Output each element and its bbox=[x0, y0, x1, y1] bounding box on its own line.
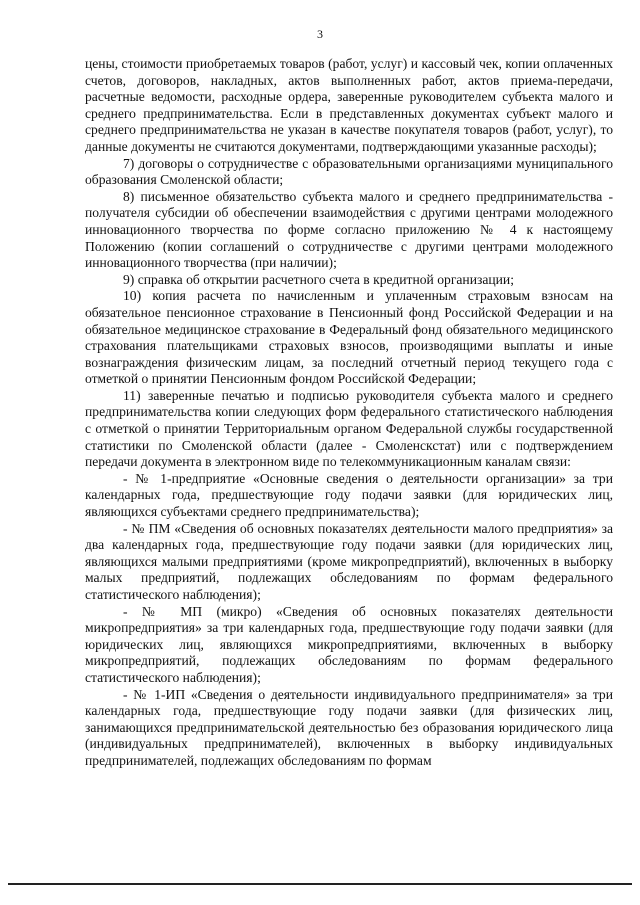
document-body bbox=[85, 56, 613, 770]
paragraph-prices-continuation: цены, стоимости приобретаемых товаров (работ, услуг) и кассовый чек, копии оплаченных счетов, договоров, накладных, актов выполненных работ, актов приема-передачи, расчетные ведомости, расходные ордера, заверенные руководителем субъекта малого и среднего предпринимательства. Если в представленных документах субъект малого и среднего предпринимательства не указан в качестве покупателя товаров (работ, услуг), то данные документы не считаются документами, подтверждающими указанные расходы); bbox=[85, 56, 613, 154]
page-number: 3 bbox=[317, 27, 323, 41]
paragraph-form-1-ip: - № 1-ИП «Сведения о деятельности индивидуального предпринимателя» за три календарных года, предшествующие году подачи заявки (для физических лиц, занимающихся предпринимательской деятельностью без образования юридического лица (индивидуальных предпринимателей), включенных в выборку индивидуальных предпринимателей, подлежащих обследованиям по формам bbox=[85, 686, 613, 768]
paragraph-form-pm: - № ПМ «Сведения об основных показателях деятельности малого предприятия» за два календарных года, предшествующие году подачи заявки (для юридических лиц, являющихся малыми предприятиями (кроме микропредприятий), включенных в выборку малых предприятий, подлежащих обследованиям по формам федерального статистического наблюдения); bbox=[85, 520, 613, 602]
paragraph-item-7: 7) договоры о сотрудничестве с образовательными организациями муниципального образования Смоленской области; bbox=[85, 155, 613, 188]
paragraph-form-mp-micro: - № МП (микро) «Сведения об основных показателях деятельности микропредприятия» за три календарных года, предшествующие году подачи заявки (для юридических лиц, являющихся микропредприятиями, включенных в выборку микропредприятий, подлежащих обследованиям по формам федерального статистического наблюдения); bbox=[85, 603, 613, 685]
paragraph-item-11: 11) заверенные печатью и подписью руководителя субъекта малого и среднего предпринимательства копии следующих форм федерального статистического наблюдения с отметкой о принятии Территориальным органом Федеральной службы государственной статистики по Смоленской области (далее - Смоленскстат) или с подтверждением передачи документа в электронном виде по телекоммуникационным каналам связи: bbox=[85, 387, 613, 470]
paragraph-item-9: 9) справка об открытии расчетного счета в кредитной организации; bbox=[123, 271, 514, 287]
paragraph-item-8: 8) письменное обязательство субъекта малого и среднего предпринимательства - получателя субсидии об обеспечении взаимодействия с другими центрами молодежного инновационного творчества по форме согласно приложению № 4 к настоящему Положению (копии соглашений о сотрудничестве с другими центрами молодежного инновационного творчества (при наличии); bbox=[85, 188, 613, 271]
bottom-divider bbox=[8, 883, 632, 885]
paragraph-form-1-enterprise: - № 1-предприятие «Основные сведения о деятельности организации» за три календарных года, предшествующие году подачи заявки (для юридических лиц, являющихся субъектами среднего предпринимательства); bbox=[85, 470, 613, 520]
paragraph-item-10: 10) копия расчета по начисленным и уплаченным страховым взносам на обязательное пенсионное страхование в Пенсионный фонд Российской Федерации и на обязательное медицинское страхование в Федеральный фонд обязательного медицинского страхования плательщиками страховых взносов, производящими выплаты и иные вознаграждения физическим лицам, за последний отчетный период текущего года с отметкой о принятии Пенсионным фондом Российской Федерации; bbox=[85, 288, 613, 387]
